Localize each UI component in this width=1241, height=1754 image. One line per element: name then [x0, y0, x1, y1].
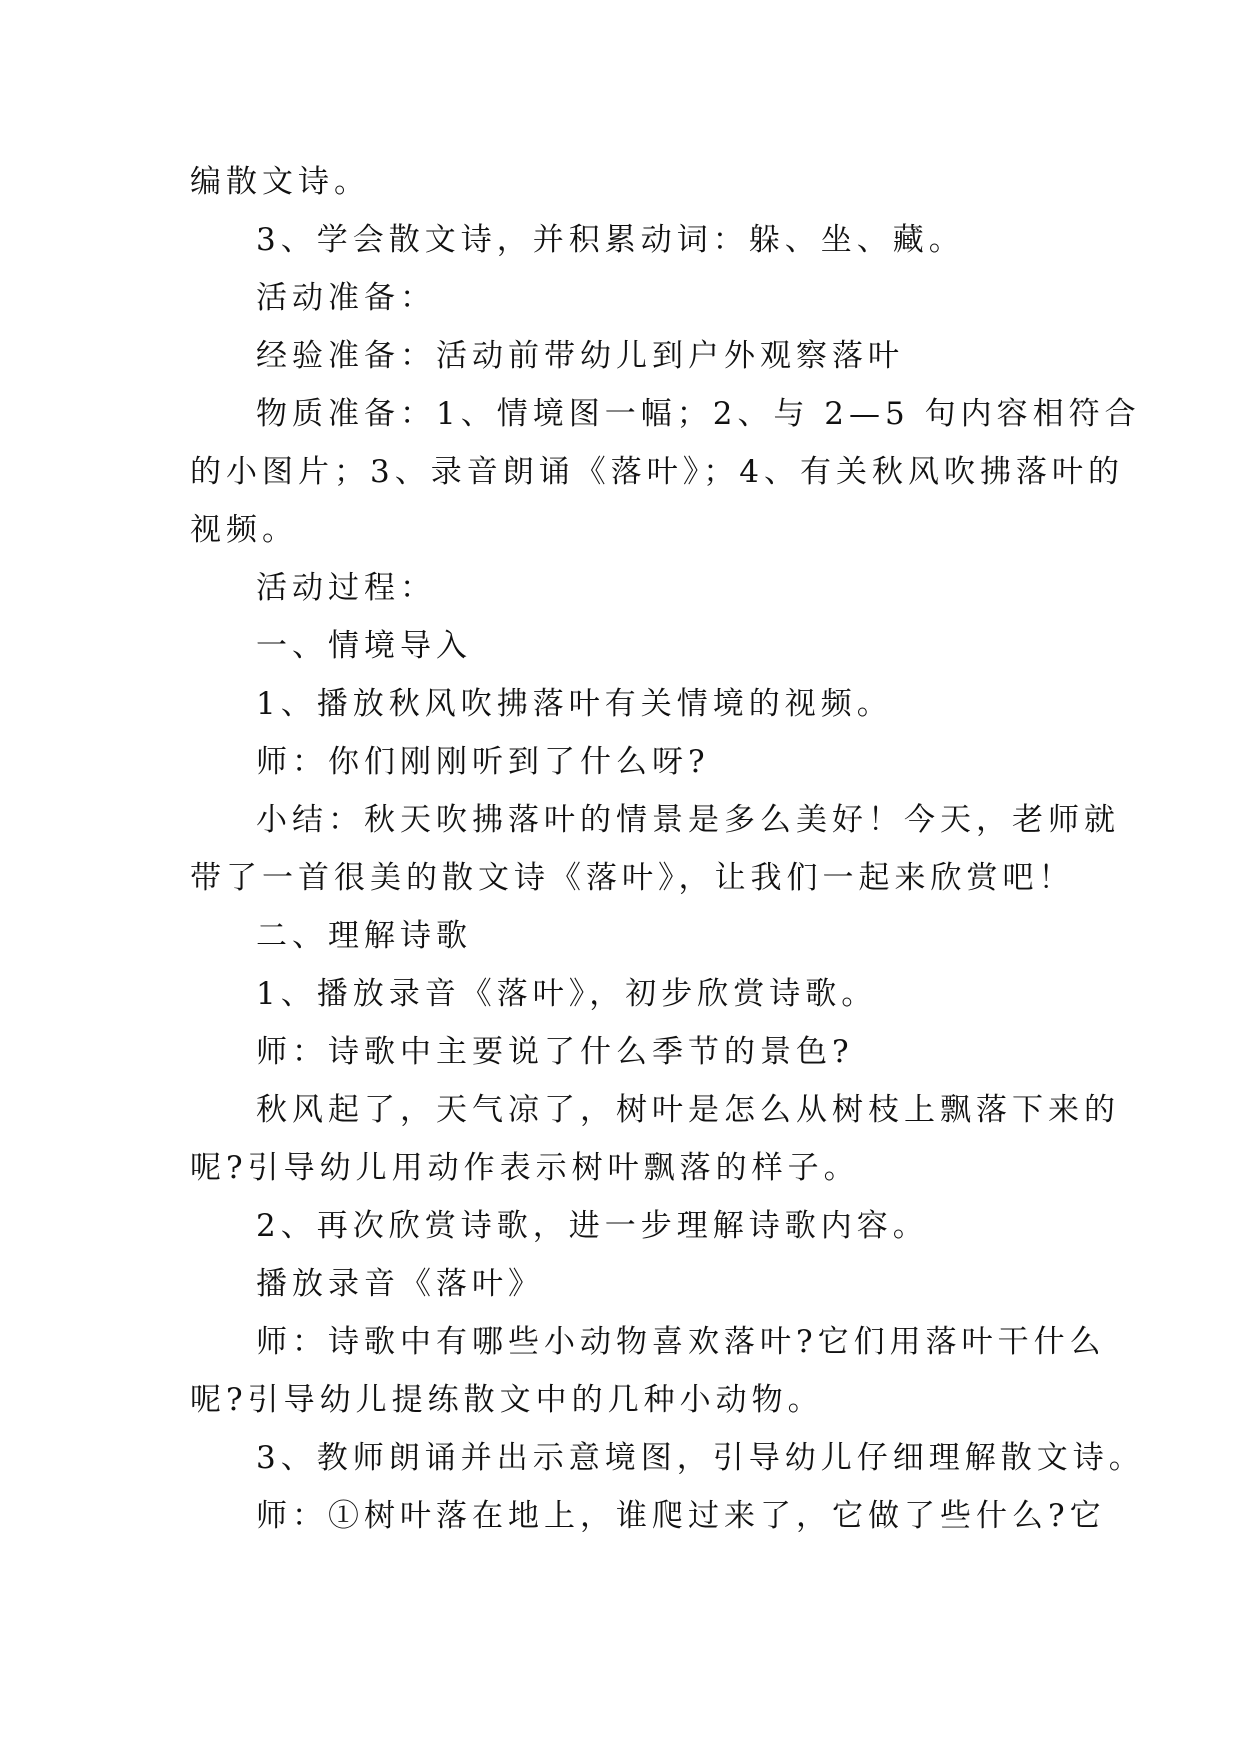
document-body: [190, 153, 1145, 1545]
text-line-12: 小结：秋天吹拂落叶的情景是多么美好！今天，老师就: [256, 802, 1120, 838]
text-line-18: 呢?引导幼儿用动作表示树叶飘落的样子。: [190, 1150, 860, 1186]
text-line-16: 师：诗歌中主要说了什么季节的景色?: [256, 1034, 854, 1070]
section-heading-process: 活动过程：: [256, 570, 436, 606]
text-line-17: 秋风起了，天气凉了，树叶是怎么从树枝上飘落下来的: [256, 1092, 1120, 1128]
text-line-2: 3、学会散文诗，并积累动词：躲、坐、藏。: [256, 222, 965, 258]
text-line-4: 经验准备：活动前带幼儿到户外观察落叶: [256, 338, 904, 374]
text-line-23: 3、教师朗诵并出示意境图，引导幼儿仔细理解散文诗。: [256, 1440, 1145, 1476]
text-line-15: 1、播放录音《落叶》，初步欣赏诗歌。: [256, 976, 878, 1012]
text-line-7: 视频。: [190, 512, 298, 548]
text-line-22: 呢?引导幼儿提练散文中的几种小动物。: [190, 1382, 824, 1418]
text-line-6: 的小图片；3、录音朗诵《落叶》；4、有关秋风吹拂落叶的: [190, 454, 1124, 490]
text-line-24: 师：①树叶落在地上，谁爬过来了，它做了些什么?它: [256, 1498, 1106, 1534]
text-line-11: 师：你们刚刚听到了什么呀?: [256, 744, 710, 780]
text-line-10: 1、播放秋风吹拂落叶有关情境的视频。: [256, 686, 893, 722]
text-line-19: 2、再次欣赏诗歌，进一步理解诗歌内容。: [256, 1208, 929, 1244]
section-heading-preparation: 活动准备：: [256, 280, 436, 316]
subsection-heading-2: 二、理解诗歌: [256, 918, 472, 954]
text-line-5: 物质准备：1、情境图一幅；2、与 2—5 句内容相符合: [256, 396, 1141, 432]
text-line-20: 播放录音《落叶》: [256, 1266, 544, 1302]
text-line-13: 带了一首很美的散文诗《落叶》，让我们一起来欣赏吧！: [190, 860, 1075, 896]
text-line-1: 编散文诗。: [190, 164, 370, 200]
subsection-heading-1: 一、情境导入: [256, 628, 472, 664]
text-line-21: 师：诗歌中有哪些小动物喜欢落叶?它们用落叶干什么: [256, 1324, 1106, 1360]
